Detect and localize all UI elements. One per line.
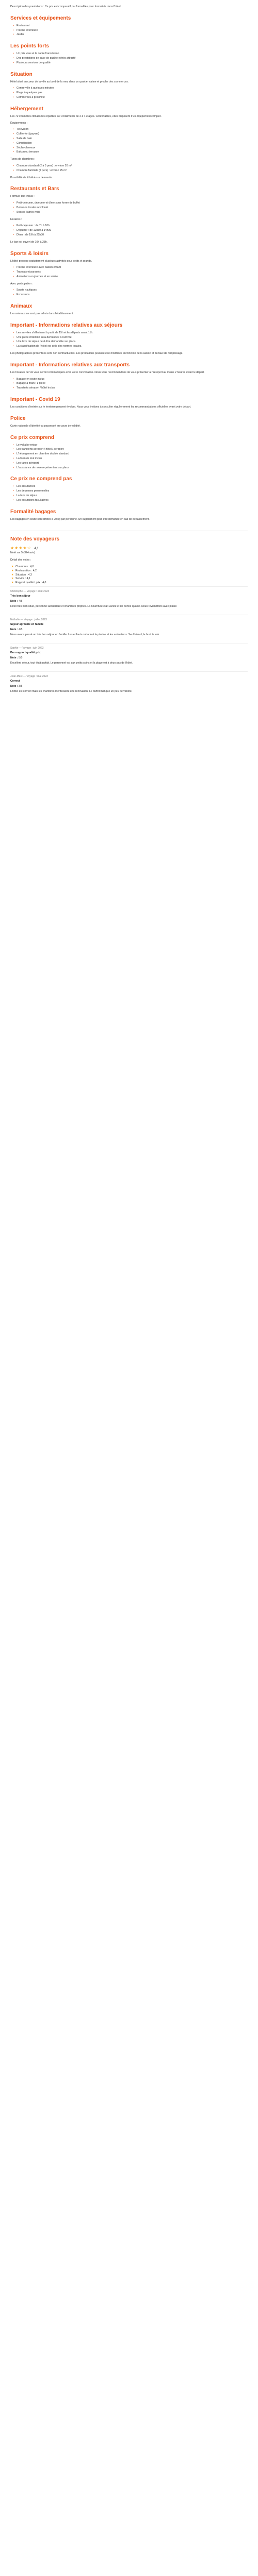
review-score-label: Note : [10, 628, 18, 632]
page [0, 0, 258, 710]
review-score-label: Note : [10, 684, 18, 688]
infos-transport-text: Les horaires de vol vous seront communiqués avec votre convocation. Nous vous recommandons de vous présenter à l'aéroport au moins 2 heures avant le départ. [10, 370, 205, 374]
list-item: • Transferts aéroport / hôtel inclus [17, 386, 248, 391]
review-author: Sophie [10, 646, 19, 650]
list-item: • Le vol aller-retour [17, 444, 248, 448]
prix-comprend-title: Ce prix comprend [10, 434, 55, 440]
restaurants-text: Formule tout inclus : [10, 195, 35, 198]
review-score: 5/5 [19, 656, 23, 660]
prix-comprend-list [10, 444, 248, 470]
list-item: • Sports nautiques [17, 289, 248, 293]
review-author: Jean-Marc [10, 674, 23, 678]
review-date: Voyage : juillet 2023 [24, 618, 47, 621]
list-item: • Bagage en soute inclus [17, 378, 248, 382]
review-date: Voyage : mai 2023 [26, 674, 48, 678]
list-item: • Snacks l'après-midi [17, 211, 248, 215]
hebergement-title: Hébergement [10, 106, 43, 112]
list-item: • Les arrivées s'effectuent à partir de 15h et les départs avant 11h. [17, 331, 248, 335]
list-item: • Les assurances [17, 485, 248, 489]
hebergement-equip-list [10, 128, 248, 155]
animaux-text: Les animaux ne sont pas admis dans l'établissement. [10, 312, 74, 316]
sports-list [10, 266, 248, 279]
list-item: • Chambre familiale (4 pers) : environ 25 m² [17, 169, 248, 173]
infos-sejour-list [10, 331, 248, 349]
list-item: • La classification de l'hôtel est celle des normes locales. [17, 345, 248, 349]
services-title: Services et équipements [10, 15, 71, 21]
infos-transport-list [10, 378, 248, 391]
hebergement-equip-title: Équipements : [10, 121, 28, 125]
animaux-title: Animaux [10, 303, 33, 310]
police-title: Police [10, 415, 26, 421]
review-author: Nathalie [10, 618, 20, 621]
list-item: ★ Chambres : 4,0 [15, 565, 248, 569]
situation-text: Hôtel situé au coeur de la ville au bord de la mer, dans un quartier calme et proche des commerces. [10, 80, 129, 83]
review-date: Voyage : août 2023 [26, 589, 50, 593]
list-item: • Piscine extérieure avec bassin enfant [17, 266, 248, 270]
list-item: • Centre-ville à quelques minutes [17, 87, 248, 91]
list-item: • Les excursions facultatives [17, 499, 248, 503]
list-item: • Petit-déjeuner, déjeuner et dîner sous forme de buffet [17, 201, 248, 206]
list-item: • Une pièce d'identité sera demandée à l'arrivée. [17, 336, 248, 340]
list-item: • Les transferts aéroport / hôtel / aéroport [17, 448, 248, 452]
review-score: 4/5 [19, 628, 23, 632]
review-title: Bon rapport qualité prix [10, 651, 41, 655]
review-text: L'hôtel est correct mais les chambres mériteraient une rénovation. Le buffet manque un peu de variété. [10, 689, 133, 693]
hebergement-note: Possibilité de lit bébé sur demande. [10, 176, 53, 179]
situation-list [10, 87, 248, 99]
list-item: • Dîner : de 19h à 21h30 [17, 233, 248, 238]
criteria-title: Détail des notes : [10, 558, 31, 562]
list-item: ★ Service : 4,1 [15, 577, 248, 581]
hebergement-text: Les 72 chambres climatisées réparties sur 3 bâtiments de 2 à 4 étages. Confortables, elles disposent d'un équipement complet. [10, 114, 162, 118]
review-author: Christophe [10, 589, 23, 593]
review-score-label: Note : [10, 600, 18, 603]
list-item: • Chambre standard (2 à 3 pers) : environ 20 m² [17, 164, 248, 168]
list-item: • Bagage à main : 1 pièce [17, 382, 248, 386]
rating-score: 4,1 [34, 547, 39, 551]
list-item: • Télévision [17, 128, 248, 132]
bagages-text: Les bagages en soute sont limités à 20 kg par personne. Un supplément peut être demandé en cas de dépassement. [10, 517, 150, 521]
list-item: • Les taxes aéroport [17, 462, 248, 466]
infos-transport-title: Important - Informations relatives aux transports [10, 362, 130, 368]
bagages-title: Formalité bagages [10, 509, 56, 515]
review-title: Séjour agréable en famille [10, 623, 44, 626]
hebergement-types-list [10, 164, 248, 173]
list-item: • Boissons locales à volonté [17, 206, 248, 210]
sports-text: L'hôtel propose gratuitement plusieurs activités pour petits et grands. [10, 259, 92, 263]
situation-title: Situation [10, 71, 33, 77]
covid-title: Important - Covid 19 [10, 397, 60, 403]
sports-payant-title: Avec participation : [10, 282, 33, 285]
services-list [10, 24, 248, 37]
review-item: Jean-Marc — Voyage : mai 2023 Correct Note : 3/5 L'hôtel est correct mais les chambres mériteraient une rénovation. Le buffet manque un peu de variété. [10, 671, 248, 700]
list-item: • Jardin [17, 33, 248, 37]
list-item: • La formule tout inclus [17, 457, 248, 461]
review-score: 4/5 [19, 600, 23, 603]
points-title: Les points forts [10, 43, 50, 49]
notes-title: Note des voyageurs [10, 531, 248, 543]
prix-comprend-pas-title: Ce prix ne comprend pas [10, 476, 72, 482]
review-date: Voyage : juin 2023 [22, 646, 44, 650]
review-item: Christophe — Voyage : août 2023 Très bon séjour Note : 4/5 Hôtel très bien situé, personnel accueillant et chambres propres. La nourriture était variée et de bonne qualité. Nous reviendrons avec plaisir. [10, 586, 248, 615]
review-score: 3/5 [19, 684, 23, 688]
list-item: • Restaurant [17, 24, 248, 28]
list-item: • Des prestations de base de qualité et très attractif [17, 57, 248, 61]
list-item: ★ Situation : 4,3 [15, 573, 248, 578]
review-item: Nathalie — Voyage : juillet 2023 Séjour agréable en famille Note : 4/5 Nous avons passé un très bon séjour en famille. Les enfants ont adoré la piscine et les animations. Seul bémol, le bruit le soir. [10, 615, 248, 643]
list-item: • Plusieurs services de qualité [17, 61, 248, 65]
sports-payant-list [10, 289, 248, 297]
infos-sejour-extra: Les photographies présentées sont non contractuelles. Les prestations peuvent être modifiées en fonction de la saison et du taux de remplissage. [10, 352, 183, 355]
review-text: Excellent séjour, tout était parfait. Le personnel est aux petits soins et la plage est à deux pas de l'hôtel. [10, 661, 133, 665]
review-text: Nous avons passé un très bon séjour en famille. Les enfants ont adoré la piscine et les animations. Seul bémol, le bruit le soir. [10, 633, 160, 636]
list-item: • La taxe de séjour [17, 494, 248, 498]
list-item: • Balcon ou terrasse [17, 150, 248, 155]
list-item: • Les dépenses personnelles [17, 489, 248, 494]
review-title: Très bon séjour [10, 595, 30, 598]
list-item: • Coffre-fort (payant) [17, 132, 248, 137]
restaurants-horaires-list [10, 224, 248, 237]
infos-sejour-title: Important - Informations relatives aux séjours [10, 322, 123, 328]
list-item: • Excursions [17, 293, 248, 297]
police-text: Carte nationale d'identité ou passeport en cours de validité. [10, 424, 81, 428]
list-item: • Plage à quelques pas [17, 91, 248, 95]
list-item: • L'hébergement en chambre double standard [17, 452, 248, 456]
criteria-list [10, 565, 248, 585]
prix-comprend-pas-list [10, 485, 248, 502]
review-title: Correct [10, 680, 20, 683]
review-item: Sophie — Voyage : juin 2023 Bon rapport qualité prix Note : 5/5 Excellent séjour, tout était parfait. Le personnel est aux petits soins et la plage est à deux pas de l'hôtel. [10, 643, 248, 671]
list-item: ★ Rapport qualité / prix : 4,0 [15, 581, 248, 585]
list-item: • Une taxe de séjour peut être demandée sur place. [17, 340, 248, 344]
list-item: • Piscine extérieure [17, 29, 248, 33]
restaurants-list [10, 201, 248, 214]
rating-summary-text: Noté sur 5 (324 avis) [10, 551, 36, 555]
sports-title: Sports & loisirs [10, 250, 49, 257]
covid-text: Les conditions d'entrée sur le territoire peuvent évoluer. Nous vous invitons à consulter régulièrement les recommandations officielles avant votre départ. [10, 405, 191, 409]
list-item: ★ Restauration : 4,2 [15, 569, 248, 573]
restaurants-bar: Le bar est ouvert de 10h à 23h. [10, 240, 48, 244]
list-item: • Animations en journée et en soirée [17, 275, 248, 279]
list-item: • Sèche-cheveux [17, 146, 248, 150]
restaurants-title: Restaurants et Bars [10, 186, 59, 192]
list-item: • Commerces à proximité [17, 96, 248, 100]
list-item: • Un prix vous et le cadre francéssion [17, 52, 248, 56]
hebergement-types-title: Types de chambres : [10, 158, 36, 161]
restaurants-horaires-title: Horaires : [10, 217, 22, 221]
points-list [10, 52, 248, 65]
review-score-label: Note : [10, 656, 18, 660]
list-item: • L'assistance de notre représentant sur place [17, 466, 248, 470]
list-item: • Climatisation [17, 142, 248, 146]
list-item: • Petit-déjeuner : de 7h à 10h [17, 224, 248, 228]
intro-text: Description des prestations : Ce prix est comparatif par formalités pour formalités dans l'hôtel. [10, 5, 121, 8]
review-text: Hôtel très bien situé, personnel accueillant et chambres propres. La nourriture était variée et de bonne qualité. Nous reviendrons avec plaisir. [10, 605, 178, 608]
list-item: • Déjeuner : de 12h30 à 14h30 [17, 229, 248, 233]
list-item: • Salle de bain [17, 137, 248, 141]
list-item: • Transats et parasols [17, 270, 248, 275]
star-rating-icon: ★★★★☆ [10, 546, 31, 551]
rating-summary [10, 545, 248, 555]
